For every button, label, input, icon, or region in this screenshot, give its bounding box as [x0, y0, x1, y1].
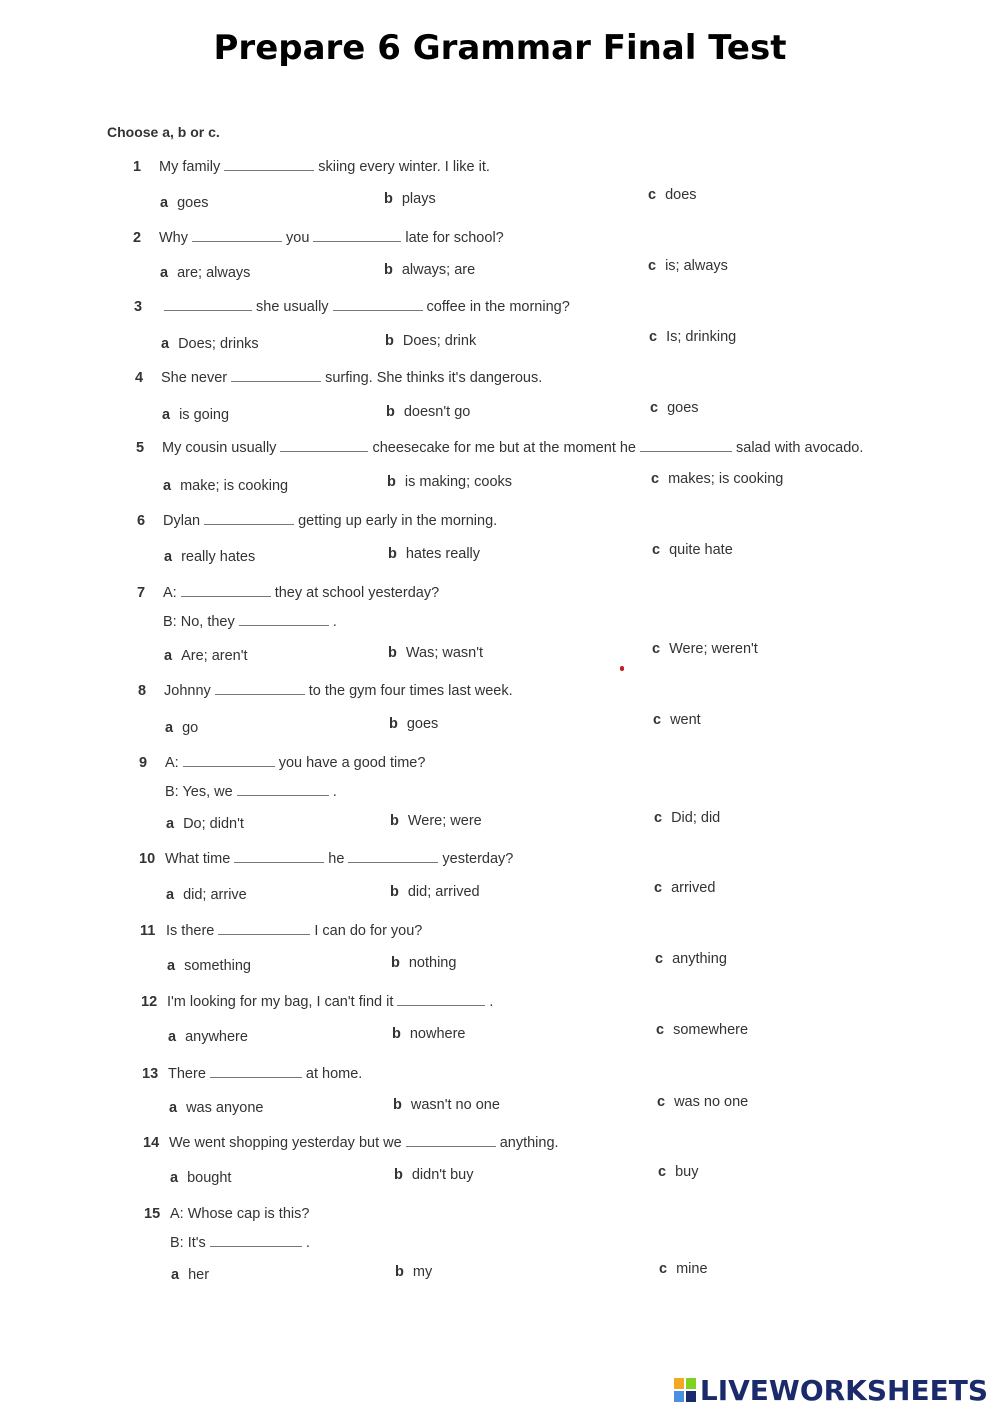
- option-text: make; is cooking: [180, 478, 289, 494]
- liveworksheets-logo: [674, 1374, 988, 1407]
- option-a-q14[interactable]: [170, 1170, 231, 1186]
- option-letter: a: [162, 407, 171, 423]
- option-text: goes: [406, 716, 439, 732]
- option-letter: c: [657, 1094, 666, 1110]
- option-a-q11[interactable]: [167, 958, 251, 974]
- question-7: [137, 584, 439, 601]
- response-line: [165, 784, 337, 800]
- option-letter: b: [389, 716, 398, 732]
- question-line: [161, 370, 542, 386]
- option-b-q3[interactable]: [385, 333, 476, 349]
- option-b-q10[interactable]: [390, 884, 480, 900]
- option-letter: b: [392, 1026, 401, 1042]
- question-text: cheesecake for me but at the moment he: [372, 440, 637, 456]
- question-line: [170, 1206, 309, 1222]
- answer-blank[interactable]: [210, 1065, 302, 1078]
- option-text: did; arrived: [407, 884, 480, 900]
- option-text: Are; aren't: [181, 648, 248, 664]
- option-text: is making; cooks: [404, 474, 513, 490]
- option-text: Is; drinking: [666, 329, 737, 345]
- option-text: buy: [675, 1164, 699, 1180]
- option-letter: a: [164, 549, 173, 565]
- option-letter: c: [654, 880, 663, 896]
- question-line: [169, 1135, 559, 1151]
- question-3: [134, 298, 570, 315]
- instruction: Choose a, b or c.: [107, 124, 220, 140]
- option-text: bought: [187, 1170, 232, 1186]
- option-a-q3[interactable]: [161, 336, 259, 352]
- option-text: Were; weren't: [669, 641, 758, 657]
- liveworksheets-brand: LIVEWORKSHEETS: [699, 1374, 988, 1407]
- question-text: She never: [161, 370, 228, 386]
- question-text: A:: [163, 585, 177, 601]
- option-b-q11[interactable]: [391, 955, 456, 971]
- option-letter: a: [169, 1100, 178, 1116]
- question-5: [136, 439, 863, 456]
- option-b-q2[interactable]: [384, 262, 475, 278]
- question-6: [137, 512, 497, 529]
- option-b-q4[interactable]: [386, 404, 470, 420]
- answer-blank[interactable]: [406, 1134, 496, 1147]
- question-number: 8: [138, 683, 147, 699]
- option-a-q10[interactable]: [166, 887, 247, 903]
- option-b-q6[interactable]: [388, 546, 480, 562]
- option-text: went: [670, 712, 701, 728]
- option-c-q2[interactable]: [648, 258, 728, 274]
- question-8: [138, 682, 513, 699]
- option-letter: b: [388, 645, 397, 661]
- option-text: anywhere: [185, 1029, 248, 1045]
- answer-blank[interactable]: [204, 512, 294, 525]
- option-c-q8[interactable]: [653, 712, 701, 728]
- option-text: was anyone: [186, 1100, 264, 1116]
- option-c-q1[interactable]: [648, 187, 697, 203]
- option-c-q9[interactable]: [654, 810, 720, 826]
- option-letter: b: [384, 262, 393, 278]
- response-line: [163, 614, 337, 630]
- question-line: [163, 513, 497, 529]
- option-letter: a: [165, 720, 174, 736]
- question-text: skiing every winter. I like it.: [318, 159, 490, 175]
- option-letter: a: [160, 195, 169, 211]
- question-15: [144, 1206, 309, 1222]
- question-line: [165, 755, 425, 771]
- question-line: [162, 440, 863, 456]
- option-letter: b: [385, 333, 394, 349]
- question-line: [167, 994, 493, 1010]
- option-text: was no one: [674, 1094, 749, 1110]
- option-c-q14[interactable]: [658, 1164, 698, 1180]
- option-letter: b: [390, 884, 399, 900]
- option-c-q11[interactable]: [655, 951, 727, 967]
- question-text: they at school yesterday?: [274, 585, 440, 601]
- answer-blank[interactable]: [164, 298, 252, 311]
- option-letter: b: [394, 1167, 403, 1183]
- option-text: something: [184, 958, 251, 974]
- option-letter: b: [391, 955, 400, 971]
- option-text: go: [182, 720, 199, 736]
- question-line: [159, 230, 504, 246]
- option-letter: c: [654, 810, 663, 826]
- option-b-q9[interactable]: [390, 813, 482, 829]
- question-14: [143, 1134, 559, 1151]
- option-a-q12[interactable]: [168, 1029, 248, 1045]
- option-a-q9[interactable]: [166, 816, 244, 832]
- option-letter: a: [166, 816, 175, 832]
- answer-blank[interactable]: [224, 158, 314, 171]
- question-number: 3: [134, 299, 143, 315]
- option-text: does: [665, 187, 697, 203]
- question-line: [166, 923, 422, 939]
- option-a-q2[interactable]: [160, 265, 250, 281]
- option-a-q5[interactable]: [163, 478, 288, 494]
- question-10: [139, 850, 513, 867]
- question-number: 5: [136, 440, 145, 456]
- option-c-q7[interactable]: [652, 641, 758, 657]
- question-text: she usually: [256, 299, 329, 315]
- answer-blank[interactable]: [348, 850, 438, 863]
- option-text: anything: [672, 951, 727, 967]
- answer-blank[interactable]: [234, 850, 324, 863]
- question-text: Why: [159, 230, 188, 246]
- question-text: I'm looking for my bag, I can't find it: [167, 994, 394, 1010]
- option-b-q1[interactable]: [384, 191, 436, 207]
- question-15-response-line: [170, 1234, 310, 1251]
- answer-blank[interactable]: [181, 584, 271, 597]
- option-a-q7[interactable]: [164, 648, 248, 664]
- option-a-q13[interactable]: [169, 1100, 263, 1116]
- liveworksheets-logo-icon: [674, 1378, 698, 1404]
- question-text: I can do for you?: [314, 923, 423, 939]
- question-line: [168, 1066, 362, 1082]
- option-text: doesn't go: [403, 404, 471, 420]
- answer-blank[interactable]: [280, 439, 368, 452]
- question-text: to the gym four times last week.: [308, 683, 513, 699]
- question-number: 14: [143, 1135, 160, 1151]
- option-b-q13[interactable]: [393, 1097, 500, 1113]
- option-letter: c: [653, 712, 662, 728]
- question-number: 15: [144, 1206, 161, 1222]
- option-b-q8[interactable]: [389, 716, 438, 732]
- option-text: Was; wasn't: [405, 645, 484, 661]
- option-b-q14[interactable]: [394, 1167, 473, 1183]
- option-a-q4[interactable]: [162, 407, 229, 423]
- option-b-q15[interactable]: [395, 1264, 432, 1280]
- option-letter: a: [171, 1267, 180, 1283]
- option-letter: c: [659, 1261, 668, 1277]
- question-text: .: [332, 784, 337, 800]
- page-title: Prepare 6 Grammar Final Test: [213, 28, 787, 68]
- option-letter: c: [658, 1164, 667, 1180]
- question-number: 1: [133, 159, 142, 175]
- option-text: nowhere: [409, 1026, 466, 1042]
- question-number: 2: [133, 230, 142, 246]
- option-letter: c: [650, 400, 659, 416]
- option-letter: c: [648, 258, 657, 274]
- option-c-q10[interactable]: [654, 880, 715, 896]
- option-letter: b: [384, 191, 393, 207]
- question-text: A:: [165, 755, 179, 771]
- option-text: my: [412, 1264, 433, 1280]
- option-text: really hates: [181, 549, 256, 565]
- question-number: 4: [135, 370, 144, 386]
- question-text: B: It's: [170, 1235, 206, 1251]
- option-text: arrived: [671, 880, 716, 896]
- question-text: at home.: [305, 1066, 363, 1082]
- answer-blank[interactable]: [640, 439, 732, 452]
- question-line: [160, 299, 570, 315]
- question-number: 11: [140, 923, 156, 939]
- question-text: My cousin usually: [162, 440, 277, 456]
- option-letter: c: [656, 1022, 665, 1038]
- question-text: Johnny: [164, 683, 211, 699]
- option-c-q5[interactable]: [651, 471, 783, 487]
- option-letter: b: [386, 404, 395, 420]
- question-line: [159, 159, 490, 175]
- option-letter: c: [652, 542, 661, 558]
- question-text: getting up early in the morning.: [298, 513, 498, 529]
- option-text: always; are: [401, 262, 476, 278]
- option-letter: c: [652, 641, 661, 657]
- question-12: [141, 993, 493, 1010]
- question-4: [135, 369, 542, 386]
- option-a-q15[interactable]: [171, 1267, 209, 1283]
- question-number: 9: [139, 755, 148, 771]
- option-letter: a: [164, 648, 173, 664]
- question-text: .: [305, 1235, 310, 1251]
- option-text: Does; drink: [402, 333, 477, 349]
- option-text: goes: [667, 400, 699, 416]
- option-letter: c: [651, 471, 660, 487]
- option-text: nothing: [408, 955, 457, 971]
- question-number: 10: [139, 851, 156, 867]
- answer-blank[interactable]: [333, 298, 423, 311]
- question-text: he: [328, 851, 345, 867]
- answer-blank[interactable]: [237, 783, 329, 796]
- option-letter: a: [163, 478, 172, 494]
- option-b-q12[interactable]: [392, 1026, 465, 1042]
- answer-blank[interactable]: [192, 229, 282, 242]
- option-text: is going: [179, 407, 230, 423]
- option-letter: a: [167, 958, 176, 974]
- question-text: We went shopping yesterday but we: [169, 1135, 402, 1151]
- question-1: [133, 158, 490, 175]
- option-letter: b: [387, 474, 396, 490]
- question-text: salad with avocado.: [736, 440, 864, 456]
- option-c-q13[interactable]: [657, 1094, 748, 1110]
- answer-blank[interactable]: [239, 613, 329, 626]
- answer-blank[interactable]: [313, 229, 401, 242]
- question-text: coffee in the morning?: [426, 299, 570, 315]
- option-c-q12[interactable]: [656, 1022, 748, 1038]
- option-b-q7[interactable]: [388, 645, 483, 661]
- option-a-q1[interactable]: [160, 195, 209, 211]
- question-number: 6: [137, 513, 146, 529]
- answer-blank[interactable]: [231, 369, 321, 382]
- question-text: There: [168, 1066, 206, 1082]
- option-text: mine: [676, 1261, 708, 1277]
- option-c-q3[interactable]: [649, 329, 736, 345]
- option-letter: b: [393, 1097, 402, 1113]
- answer-blank[interactable]: [218, 922, 310, 935]
- option-text: are; always: [177, 265, 251, 281]
- question-text: surfing. She thinks it's dangerous.: [325, 370, 543, 386]
- option-letter: b: [390, 813, 399, 829]
- answer-blank[interactable]: [215, 682, 305, 695]
- option-letter: c: [648, 187, 657, 203]
- question-text: yesterday?: [442, 851, 514, 867]
- option-text: plays: [401, 191, 436, 207]
- option-a-q6[interactable]: [164, 549, 255, 565]
- question-text: you have a good time?: [278, 755, 426, 771]
- option-text: somewhere: [673, 1022, 749, 1038]
- question-2: [133, 229, 504, 246]
- option-text: quite hate: [669, 542, 733, 558]
- answer-blank[interactable]: [210, 1234, 302, 1247]
- option-text: goes: [177, 195, 209, 211]
- option-a-q8[interactable]: [165, 720, 198, 736]
- option-text: is; always: [665, 258, 728, 274]
- option-text: makes; is cooking: [668, 471, 784, 487]
- option-b-q5[interactable]: [387, 474, 512, 490]
- question-text: late for school?: [405, 230, 504, 246]
- question-9-response-line: [165, 783, 337, 800]
- question-text: What time: [165, 851, 231, 867]
- question-number: 13: [142, 1066, 159, 1082]
- option-c-q6[interactable]: [652, 542, 733, 558]
- option-letter: c: [649, 329, 658, 345]
- option-text: Do; didn't: [183, 816, 244, 832]
- option-text: wasn't no one: [410, 1097, 500, 1113]
- question-line: [163, 585, 439, 601]
- option-c-q15[interactable]: [659, 1261, 708, 1277]
- answer-blank[interactable]: [397, 993, 485, 1006]
- question-number: 12: [141, 994, 158, 1010]
- option-text: her: [188, 1267, 210, 1283]
- question-line: [165, 851, 513, 867]
- question-text: B: Yes, we: [165, 784, 233, 800]
- answer-blank[interactable]: [183, 754, 275, 767]
- option-c-q4[interactable]: [650, 400, 699, 416]
- question-number: 7: [137, 585, 146, 601]
- question-text: B: No, they: [163, 614, 235, 630]
- option-text: Were; were: [407, 813, 482, 829]
- option-letter: b: [388, 546, 397, 562]
- option-text: didn't buy: [411, 1167, 474, 1183]
- option-text: Does; drinks: [178, 336, 259, 352]
- question-11: [140, 922, 422, 939]
- option-letter: b: [395, 1264, 404, 1280]
- option-text: did; arrive: [183, 887, 247, 903]
- option-letter: a: [168, 1029, 177, 1045]
- question-text: .: [489, 994, 494, 1010]
- question-text: My family: [159, 159, 221, 175]
- question-text: A: Whose cap is this?: [170, 1206, 310, 1222]
- question-7-response-line: [163, 613, 337, 630]
- red-mark: [620, 666, 624, 671]
- option-text: Did; did: [671, 810, 721, 826]
- question-13: [142, 1065, 362, 1082]
- question-line: [164, 683, 513, 699]
- option-text: hates really: [405, 546, 481, 562]
- option-letter: a: [160, 265, 169, 281]
- response-line: [170, 1235, 310, 1251]
- question-text: .: [332, 614, 337, 630]
- option-letter: a: [166, 887, 175, 903]
- question-text: Is there: [166, 923, 215, 939]
- option-letter: c: [655, 951, 664, 967]
- option-letter: a: [161, 336, 170, 352]
- option-letter: a: [170, 1170, 179, 1186]
- question-text: you: [286, 230, 310, 246]
- question-9: [139, 754, 425, 771]
- question-text: anything.: [499, 1135, 559, 1151]
- question-text: Dylan: [163, 513, 201, 529]
